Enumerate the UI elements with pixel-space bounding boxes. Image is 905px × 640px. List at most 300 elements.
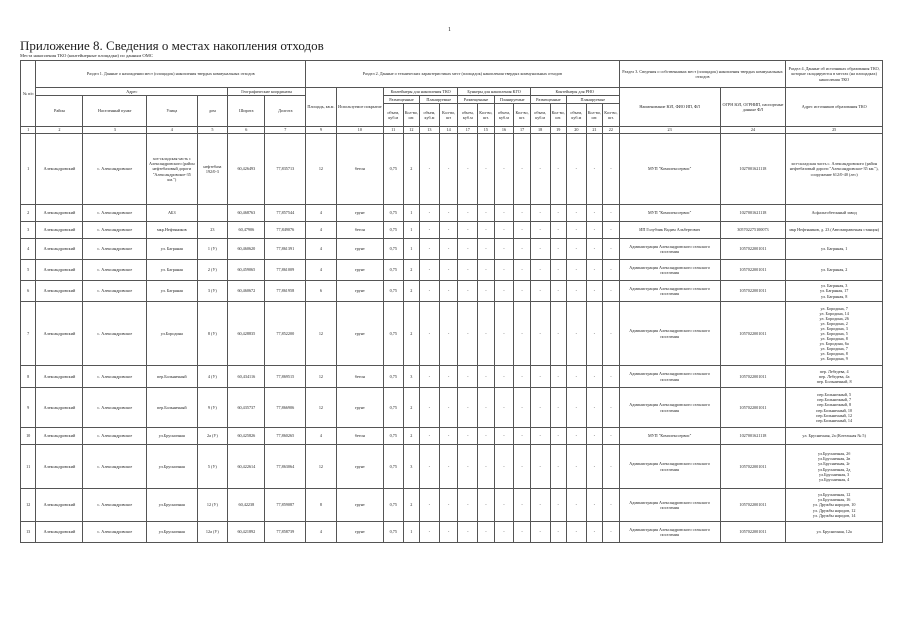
cell-kgo-placed-vol: - xyxy=(458,239,478,260)
cell-rno-planned-vol: - xyxy=(566,489,586,522)
cell-owner-name: МУП "Комплекссервис" xyxy=(619,205,720,222)
cell-tko-placed-qty: 3 xyxy=(403,445,419,489)
cell-source-address: хоз-складская часть с. Александровского (район нефтебазовый дороги "Александровское-35 км."), сооружение 612/0-40 (лес) xyxy=(786,134,883,205)
header-qty: Кол-во, шт. xyxy=(478,104,494,127)
cell-tko-planned-vol: - xyxy=(420,388,440,428)
cell-rno-planned-vol: - xyxy=(566,239,586,260)
cell-owner-ogrn: 1027001621118 xyxy=(720,205,786,222)
table-body xyxy=(21,134,883,543)
cell-source-address: ул.Брусничная, 12 ул.Брусничная, 16 ул. Дружбы народов, 10 ул. Дружбы народов, 12 ул. Дружбы народов, 14 xyxy=(786,489,883,522)
cell-longitude: 77,852200 xyxy=(265,302,306,366)
cell-tko-planned-vol: - xyxy=(420,281,440,302)
cell-rno-planned-extra: - xyxy=(603,134,620,205)
cell-rno-planned-qty: - xyxy=(586,428,602,445)
cell-street: пер.Больничный xyxy=(147,366,197,388)
cell-kgo-placed-qty: - xyxy=(478,134,494,205)
cell-kgo-planned-qty: - xyxy=(514,281,530,302)
cell-tko-planned-vol: - xyxy=(420,489,440,522)
header-rno-placed: Размещенные xyxy=(530,96,566,104)
cell-district: Александровский xyxy=(36,260,83,281)
cell-row-num: 12 xyxy=(21,489,36,522)
cell-surface: грунт xyxy=(336,281,383,302)
column-number: 12 xyxy=(403,127,419,134)
page-subtitle: Места накопления ТКО (контейнерные площадки) по данным ОМС xyxy=(20,53,153,58)
cell-house: 5 (У) xyxy=(197,445,228,489)
header-lat: Широта xyxy=(228,96,265,127)
cell-locality: с. Александровское xyxy=(83,522,147,543)
cell-rno-planned-qty: - xyxy=(586,205,602,222)
table-row xyxy=(21,522,883,543)
cell-tko-placed-vol: 0,75 xyxy=(383,260,403,281)
cell-tko-placed-qty: 1 xyxy=(403,222,419,239)
cell-rno-planned-extra: - xyxy=(603,281,620,302)
cell-longitude: 77,860265 xyxy=(265,428,306,445)
cell-kgo-placed-qty: - xyxy=(478,260,494,281)
cell-tko-planned-vol: - xyxy=(420,366,440,388)
header-kgo-planned: Планируемые xyxy=(494,96,530,104)
cell-house: 12 (У) xyxy=(197,489,228,522)
cell-kgo-placed-vol: - xyxy=(458,205,478,222)
cell-district: Александровский xyxy=(36,222,83,239)
cell-surface: грунт xyxy=(336,260,383,281)
cell-rno-planned-vol: - xyxy=(566,388,586,428)
table-row xyxy=(21,388,883,428)
cell-area: 8 xyxy=(306,489,337,522)
cell-surface: грунт xyxy=(336,388,383,428)
cell-tko-placed-vol: 0,75 xyxy=(383,445,403,489)
cell-district: Александровский xyxy=(36,134,83,205)
cell-tko-planned-qty: - xyxy=(439,222,458,239)
cell-tko-placed-vol: 0,75 xyxy=(383,281,403,302)
cell-owner-ogrn: 1057022001011 xyxy=(720,281,786,302)
cell-kgo-placed-qty: - xyxy=(478,445,494,489)
cell-rno-planned-extra: - xyxy=(603,302,620,366)
column-number: 7 xyxy=(265,127,306,134)
cell-longitude: 77,858739 xyxy=(265,522,306,543)
cell-tko-placed-qty: 2 xyxy=(403,428,419,445)
header-vol: объем, куб.м xyxy=(383,104,403,127)
cell-kgo-planned-vol: - xyxy=(494,134,514,205)
cell-tko-planned-qty: - xyxy=(439,489,458,522)
cell-row-num: 10 xyxy=(21,428,36,445)
cell-kgo-planned-qty: - xyxy=(514,302,530,366)
cell-owner-name: Администрация Александровского сельского поселения xyxy=(619,522,720,543)
cell-district: Александровский xyxy=(36,522,83,543)
cell-rno-placed-vol: - xyxy=(530,445,550,489)
cell-tko-placed-vol: 0,75 xyxy=(383,239,403,260)
header-area: Площадь, кв.м. xyxy=(306,88,337,127)
cell-source-address: ул. Брусничная, 2а (Котельная № 5) xyxy=(786,428,883,445)
cell-tko-planned-vol: - xyxy=(420,134,440,205)
cell-longitude: 77,861958 xyxy=(265,281,306,302)
cell-kgo-planned-vol: - xyxy=(494,428,514,445)
cell-rno-placed-vol: - xyxy=(530,281,550,302)
column-number: 4 xyxy=(147,127,197,134)
cell-tko-planned-vol: - xyxy=(420,522,440,543)
header-kgo-placed: Размещенные xyxy=(458,96,494,104)
header-lon: Долгота xyxy=(265,96,306,127)
cell-tko-planned-qty: - xyxy=(439,522,458,543)
cell-street: пер.Больничный xyxy=(147,388,197,428)
cell-owner-ogrn: 1057022001011 xyxy=(720,388,786,428)
cell-row-num: 11 xyxy=(21,445,36,489)
cell-latitude: 60,426493 xyxy=(228,134,265,205)
column-number: 11 xyxy=(383,127,403,134)
cell-tko-planned-qty: - xyxy=(439,260,458,281)
header-tko-planned: Планируемые xyxy=(420,96,458,104)
cell-house: 2а (У) xyxy=(197,428,228,445)
cell-rno-placed-qty: - xyxy=(550,445,566,489)
header-source: Адрес источников образования ТКО xyxy=(786,88,883,127)
column-number: 1 xyxy=(21,127,36,134)
header-qty: Кол-во, шт. xyxy=(514,104,530,127)
cell-tko-placed-vol: 0,75 xyxy=(383,489,403,522)
cell-area: 12 xyxy=(306,445,337,489)
cell-locality: с. Александровское xyxy=(83,134,147,205)
cell-tko-placed-vol: 0,75 xyxy=(383,388,403,428)
cell-latitude: 60,42238 xyxy=(228,489,265,522)
cell-rno-placed-qty: - xyxy=(550,260,566,281)
cell-tko-placed-vol: 0,75 xyxy=(383,205,403,222)
cell-house: 2 (У) xyxy=(197,260,228,281)
cell-row-num: 4 xyxy=(21,239,36,260)
header-locality: Населенный пункт xyxy=(83,96,147,127)
cell-kgo-planned-vol: - xyxy=(494,205,514,222)
column-number: 5 xyxy=(197,127,228,134)
cell-rno-planned-vol: - xyxy=(566,366,586,388)
table-row xyxy=(21,222,883,239)
cell-house: 1 (У) xyxy=(197,239,228,260)
cell-tko-placed-qty: 3 xyxy=(403,366,419,388)
cell-rno-placed-qty: - xyxy=(550,366,566,388)
cell-kgo-placed-vol: - xyxy=(458,445,478,489)
cell-tko-planned-qty: - xyxy=(439,134,458,205)
cell-owner-name: ИП Голубчик Вадим Альбертович xyxy=(619,222,720,239)
table-row xyxy=(21,205,883,222)
cell-rno-planned-vol: - xyxy=(566,222,586,239)
header-address: Адрес xyxy=(36,88,228,96)
header-kgo: Бункеры для накопления КГО xyxy=(458,88,530,96)
cell-surface: бетон xyxy=(336,428,383,445)
cell-longitude: 77,857544 xyxy=(265,205,306,222)
cell-rno-placed-vol: - xyxy=(530,366,550,388)
cell-kgo-planned-qty: - xyxy=(514,239,530,260)
cell-longitude: 77,859087 xyxy=(265,489,306,522)
cell-area: 12 xyxy=(306,134,337,205)
cell-tko-placed-qty: 2 xyxy=(403,388,419,428)
cell-kgo-planned-qty: - xyxy=(514,366,530,388)
cell-owner-name: Администрация Александровского сельского поселения xyxy=(619,388,720,428)
cell-locality: с. Александровское xyxy=(83,222,147,239)
header-district: Район xyxy=(36,96,83,127)
cell-longitude: 77,861009 xyxy=(265,260,306,281)
cell-latitude: 60,428835 xyxy=(228,302,265,366)
cell-latitude: 60,422614 xyxy=(228,445,265,489)
cell-rno-planned-extra: - xyxy=(603,366,620,388)
cell-longitude: 77,861391 xyxy=(265,239,306,260)
cell-kgo-planned-vol: - xyxy=(494,388,514,428)
header-section3: Раздел 3. Сведения о собственниках мест (площадок) накопления твердых коммунальных отходов xyxy=(619,61,786,88)
cell-rno-placed-vol: - xyxy=(530,134,550,205)
cell-rno-placed-qty: - xyxy=(550,281,566,302)
cell-rno-planned-qty: - xyxy=(586,134,602,205)
cell-row-num: 9 xyxy=(21,388,36,428)
column-number: 16 xyxy=(494,127,514,134)
cell-tko-planned-qty: - xyxy=(439,445,458,489)
cell-owner-ogrn: 1057022001011 xyxy=(720,445,786,489)
cell-street: ул.Брусничная xyxy=(147,445,197,489)
header-vol: объем, куб.м xyxy=(458,104,478,127)
cell-tko-placed-qty: 2 xyxy=(403,302,419,366)
cell-owner-ogrn: 1027001621118 xyxy=(720,134,786,205)
cell-surface: грунт xyxy=(336,445,383,489)
waste-sites-table xyxy=(20,60,883,543)
cell-rno-placed-qty: - xyxy=(550,134,566,205)
cell-tko-placed-vol: 0,75 xyxy=(383,522,403,543)
cell-row-num: 13 xyxy=(21,522,36,543)
cell-kgo-planned-vol: - xyxy=(494,489,514,522)
cell-rno-placed-vol: - xyxy=(530,302,550,366)
cell-street: хоз-складская часть с Александровского (район нефтебазовый дороги "Александровское-35 км.") xyxy=(147,134,197,205)
header-qty: Кол-во, шт. xyxy=(550,104,566,127)
column-number: 21 xyxy=(586,127,602,134)
cell-house: 8 (У) xyxy=(197,302,228,366)
cell-rno-placed-qty: - xyxy=(550,388,566,428)
cell-locality: с. Александровское xyxy=(83,428,147,445)
cell-rno-placed-vol: - xyxy=(530,239,550,260)
cell-row-num: 7 xyxy=(21,302,36,366)
cell-source-address: пер.Больничный, 5 пер.Больничный, 7 пер.Больничный, 8 пер.Больничный, 10 пер.Больничный, 12 пер.Больничный, 14 xyxy=(786,388,883,428)
cell-owner-ogrn: 1057022001011 xyxy=(720,522,786,543)
table-row xyxy=(21,239,883,260)
cell-source-address: ул. Бородина, 7 ул. Бородина, 14 ул. Бородина, 26 ул. Бородина, 2 ул. Бородина, 3 ул. Бородина, 5 ул. Бородина, 8 ул. Бородина, 6а ул. Бородина, 7 ул. Бородина, 8 ул. Бородина, 9 xyxy=(786,302,883,366)
cell-district: Александровский xyxy=(36,302,83,366)
cell-area: 4 xyxy=(306,522,337,543)
cell-kgo-placed-vol: - xyxy=(458,388,478,428)
page-title: Приложение 8. Сведения о местах накопления отходов xyxy=(20,38,324,53)
header-vol: объем, куб.м xyxy=(566,104,586,127)
cell-surface: грунт xyxy=(336,302,383,366)
cell-tko-placed-qty: 2 xyxy=(403,134,419,205)
cell-street: ул.Брусничная xyxy=(147,522,197,543)
cell-surface: грунт xyxy=(336,205,383,222)
cell-rno-planned-vol: - xyxy=(566,522,586,543)
column-number: 10 xyxy=(336,127,383,134)
cell-owner-name: Администрация Александровского сельского поселения xyxy=(619,302,720,366)
cell-tko-planned-vol: - xyxy=(420,205,440,222)
column-number: 17 xyxy=(458,127,478,134)
cell-tko-planned-qty: - xyxy=(439,205,458,222)
cell-rno-placed-vol: - xyxy=(530,489,550,522)
cell-tko-planned-vol: - xyxy=(420,260,440,281)
cell-locality: с. Александровское xyxy=(83,302,147,366)
column-number: 15 xyxy=(478,127,494,134)
cell-tko-placed-qty: 2 xyxy=(403,489,419,522)
cell-kgo-planned-vol: - xyxy=(494,445,514,489)
cell-district: Александровский xyxy=(36,388,83,428)
header-owner-name: Наименование ЮЛ, ФИО ИП, ФЛ xyxy=(619,88,720,127)
cell-row-num: 8 xyxy=(21,366,36,388)
cell-tko-placed-vol: 0,75 xyxy=(383,302,403,366)
header-vol: объем, куб.м xyxy=(530,104,550,127)
cell-rno-planned-qty: - xyxy=(586,239,602,260)
cell-tko-planned-vol: - xyxy=(420,302,440,366)
cell-tko-planned-qty: - xyxy=(439,388,458,428)
cell-district: Александровский xyxy=(36,205,83,222)
cell-district: Александровский xyxy=(36,366,83,388)
cell-kgo-placed-vol: - xyxy=(458,428,478,445)
cell-tko-placed-qty: 2 xyxy=(403,260,419,281)
cell-house: 4 (У) xyxy=(197,366,228,388)
cell-area: 4 xyxy=(306,260,337,281)
cell-owner-ogrn: 1057022001011 xyxy=(720,260,786,281)
cell-rno-planned-extra: - xyxy=(603,388,620,428)
cell-rno-planned-qty: - xyxy=(586,522,602,543)
column-number: 25 xyxy=(786,127,883,134)
table-row xyxy=(21,302,883,366)
column-number: 22 xyxy=(603,127,620,134)
cell-rno-planned-vol: - xyxy=(566,281,586,302)
cell-owner-name: Администрация Александровского сельского поселения xyxy=(619,366,720,388)
column-number: 9 xyxy=(306,127,337,134)
cell-district: Александровский xyxy=(36,445,83,489)
cell-district: Александровский xyxy=(36,239,83,260)
cell-surface: бетон xyxy=(336,366,383,388)
cell-rno-planned-extra: - xyxy=(603,428,620,445)
cell-latitude: 60,435737 xyxy=(228,388,265,428)
cell-rno-placed-vol: - xyxy=(530,522,550,543)
cell-rno-placed-qty: - xyxy=(550,222,566,239)
cell-rno-planned-qty: - xyxy=(586,260,602,281)
cell-latitude: 60,468763 xyxy=(228,205,265,222)
cell-area: 12 xyxy=(306,366,337,388)
cell-tko-planned-qty: - xyxy=(439,302,458,366)
header-house: дом xyxy=(197,96,228,127)
cell-kgo-placed-vol: - xyxy=(458,222,478,239)
cell-owner-name: Администрация Александровского сельского поселения xyxy=(619,239,720,260)
cell-owner-ogrn: 1057022001011 xyxy=(720,366,786,388)
cell-source-address: ул. Багряная, 2 xyxy=(786,260,883,281)
cell-rno-placed-qty: - xyxy=(550,302,566,366)
cell-locality: с. Александровское xyxy=(83,260,147,281)
cell-latitude: 60,421892 xyxy=(228,522,265,543)
cell-longitude: 77,866906 xyxy=(265,388,306,428)
header-tko-placed: Размещенные xyxy=(383,96,419,104)
cell-tko-planned-qty: - xyxy=(439,281,458,302)
cell-kgo-placed-qty: - xyxy=(478,388,494,428)
cell-house: 23 xyxy=(197,222,228,239)
cell-tko-placed-qty: 1 xyxy=(403,239,419,260)
cell-area: 12 xyxy=(306,302,337,366)
cell-house: 12а (У) xyxy=(197,522,228,543)
cell-street: ул. Багряная xyxy=(147,281,197,302)
header-ogrn: ОГРН ЮЛ, ОГРНИП, паспортные данные ФЛ xyxy=(720,88,786,127)
cell-longitude: 77,835713 xyxy=(265,134,306,205)
cell-rno-placed-qty: - xyxy=(550,239,566,260)
cell-row-num: 2 xyxy=(21,205,36,222)
cell-district: Александровский xyxy=(36,489,83,522)
cell-area: 12 xyxy=(306,388,337,428)
cell-district: Александровский xyxy=(36,428,83,445)
cell-kgo-planned-qty: - xyxy=(514,388,530,428)
cell-rno-placed-qty: - xyxy=(550,428,566,445)
cell-owner-name: Администрация Александровского сельского поселения xyxy=(619,281,720,302)
cell-surface: бетон xyxy=(336,222,383,239)
cell-rno-planned-extra: - xyxy=(603,239,620,260)
cell-owner-name: Администрация Александровского сельского поселения xyxy=(619,260,720,281)
cell-owner-ogrn: 305702275100073 xyxy=(720,222,786,239)
cell-locality: с. Александровское xyxy=(83,281,147,302)
cell-longitude: 77,849076 xyxy=(265,222,306,239)
cell-rno-planned-extra: - xyxy=(603,445,620,489)
cell-rno-planned-qty: - xyxy=(586,388,602,428)
column-number: 13 xyxy=(420,127,440,134)
cell-rno-planned-qty: - xyxy=(586,222,602,239)
cell-latitude: 60,459065 xyxy=(228,260,265,281)
header-rno: Контейнеры для РНО xyxy=(530,88,619,96)
table-row xyxy=(21,260,883,281)
cell-tko-placed-qty: 1 xyxy=(403,205,419,222)
cell-kgo-planned-qty: - xyxy=(514,489,530,522)
cell-kgo-placed-qty: - xyxy=(478,281,494,302)
cell-surface: грунт xyxy=(336,522,383,543)
cell-owner-ogrn: 1027001621118 xyxy=(720,428,786,445)
table-row xyxy=(21,281,883,302)
column-number: 6 xyxy=(228,127,265,134)
header-surface: Используемое покрытие xyxy=(336,88,383,127)
cell-tko-planned-qty: - xyxy=(439,239,458,260)
cell-locality: с. Александровское xyxy=(83,239,147,260)
cell-locality: с. Александровское xyxy=(83,205,147,222)
column-number: 23 xyxy=(619,127,720,134)
cell-rno-placed-qty: - xyxy=(550,522,566,543)
column-numbers-row xyxy=(21,127,883,134)
cell-tko-planned-vol: - xyxy=(420,428,440,445)
cell-kgo-planned-vol: - xyxy=(494,222,514,239)
header-vol: объем, куб.м xyxy=(420,104,440,127)
cell-source-address: пер. Лебедева, 4 пер. Лебедева, 4а пер. Больничный, 8 xyxy=(786,366,883,388)
cell-row-num: 6 xyxy=(21,281,36,302)
column-number: 3 xyxy=(83,127,147,134)
cell-rno-placed-vol: - xyxy=(530,222,550,239)
cell-kgo-placed-vol: - xyxy=(458,281,478,302)
cell-owner-ogrn: 1057022001011 xyxy=(720,489,786,522)
cell-rno-planned-qty: - xyxy=(586,281,602,302)
cell-rno-placed-vol: - xyxy=(530,428,550,445)
header-rno-planned: Планируемые xyxy=(566,96,619,104)
cell-kgo-placed-qty: - xyxy=(478,366,494,388)
cell-tko-planned-vol: - xyxy=(420,445,440,489)
cell-area: 4 xyxy=(306,428,337,445)
cell-kgo-planned-qty: - xyxy=(514,260,530,281)
cell-kgo-planned-vol: - xyxy=(494,239,514,260)
cell-longitude: 77,863064 xyxy=(265,445,306,489)
cell-tko-placed-qty: 2 xyxy=(403,281,419,302)
column-number: 17 xyxy=(514,127,530,134)
cell-kgo-placed-qty: - xyxy=(478,489,494,522)
table-row xyxy=(21,366,883,388)
cell-source-address: ул.Брусничная, 2б ул.Брусничная, 2в ул.Брусничная, 2г ул.Брусничная, 2д ул.Брусничная, 3 ул.Брусничная, 4 xyxy=(786,445,883,489)
cell-surface: грунт xyxy=(336,239,383,260)
cell-kgo-placed-vol: - xyxy=(458,302,478,366)
cell-rno-planned-vol: - xyxy=(566,205,586,222)
cell-street: ул. Багряная xyxy=(147,260,197,281)
cell-source-address: ул. Багряная, 3 ул. Багряная, 17 ул. Багряная, 8 xyxy=(786,281,883,302)
cell-kgo-placed-qty: - xyxy=(478,522,494,543)
cell-street: АБЗ xyxy=(147,205,197,222)
cell-house: 9 (У) xyxy=(197,388,228,428)
cell-surface: бетон xyxy=(336,134,383,205)
